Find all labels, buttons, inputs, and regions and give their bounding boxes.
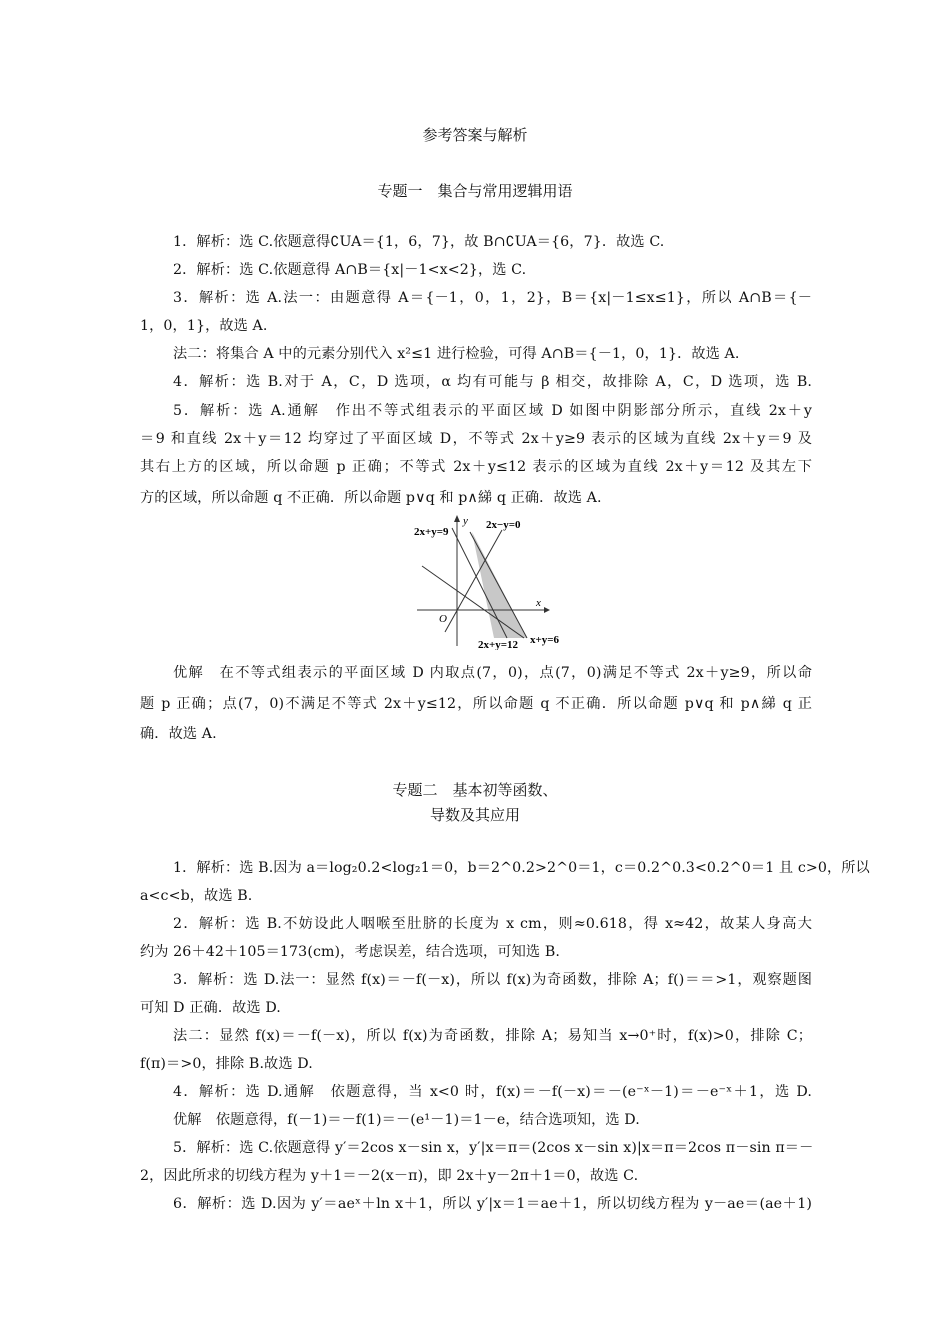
answer-2-1: 1．解析：选 B.因为 a＝log₂0.2<log₂1＝0，b＝2^0.2>2^0＝1，c＝0.2^0.3<0.2^0＝1 且 c>0，所以 (173, 860, 870, 876)
answer-1-5-better: 优解 在不等式组表示的平面区域 D 内取点(7，0)，点(7，0)满足不等式 2x＋y≥9，所以命 (173, 665, 812, 681)
answer-2-3-method2-cont: f(π)＝>0，排除 B.故选 D. (140, 1056, 313, 1072)
answer-1-5-better-cont-1: 题 p 正确；点(7，0)不满足不等式 2x＋y≤12，所以命题 q 不正确．所以命题 p∨q 和 p∧綈 q 正 (140, 696, 812, 712)
answer-2-3-method2: 法二：显然 f(x)＝－f(－x)，所以 f(x)为奇函数，排除 A；易知当 x→0⁺时，f(x)>0，排除 C； (173, 1028, 812, 1044)
section-2-title-line-2: 导数及其应用 (429, 806, 520, 824)
answer-2-5-cont: 2，因此所求的切线方程为 y＋1＝－2(x－π)，即 2x＋y－2π＋1＝0，故选 C. (140, 1168, 639, 1184)
answer-1-4: 4．解析：选 B.对于 A，C，D 选项，α 均有可能与 β 相交，故排除 A，C，D 选项，选 B. (173, 374, 812, 390)
label-x-axis: x (536, 597, 541, 609)
answer-1-3: 3．解析：选 A.法一：由题意得 A＝{－1，0，1，2}，B＝{x|－1≤x≤1}，所以 A∩B＝{－ (173, 290, 812, 306)
answer-1-5: 5．解析：选 A.通解 作出不等式组表示的平面区域 D 如图中阴影部分所示，直线 2x＋y (173, 403, 812, 419)
answer-2-3: 3．解析：选 D.法一：显然 f(x)＝－f(－x)，所以 f(x)为奇函数，排除 A；f()＝＝>1，观察题图 (173, 972, 812, 988)
answer-2-4: 4．解析：选 D.通解 依题意得，当 x<0 时，f(x)＝－f(－x)＝－(e⁻ˣ－1)＝－e⁻ˣ＋1，选 D. (173, 1084, 812, 1100)
answer-1-5-cont-2: 其右上方的区域，所以命题 p 正确；不等式 2x＋y≤12 表示的区域为直线 2x＋y＝12 及其左下 (140, 459, 812, 475)
answer-2-3-cont: 可知 D 正确．故选 D. (140, 1000, 281, 1016)
label-y-axis: y (463, 515, 468, 527)
label-x-plus-y-6: x+y=6 (530, 634, 560, 646)
answer-1-3-method2: 法二：将集合 A 中的元素分别代入 x²≤1 进行检验，可得 A∩B＝{－1，0，1}．故选 A. (173, 346, 740, 362)
answer-1-5-cont-3: 方的区域，所以命题 q 不正确．所以命题 p∨q 和 p∧綈 q 正确．故选 A. (140, 490, 602, 506)
label-2x-minus-y-0: 2x−y=0 (486, 519, 521, 531)
line-x-plus-y-6 (422, 566, 524, 638)
answer-1-5-better-cont-2: 确．故选 A. (140, 726, 217, 742)
answer-1-2: 2．解析：选 C.依题意得 A∩B＝{x|－1<x<2}，选 C. (173, 262, 527, 278)
answer-2-6: 6．解析：选 D.因为 y′＝aeˣ＋ln x＋1，所以 y′|x＝1＝ae＋1，所以切线方程为 y－ae＝(ae＋1) (173, 1196, 812, 1212)
feasible-region-figure (412, 510, 572, 650)
answer-2-2: 2．解析：选 B.不妨设此人咽喉至肚脐的长度为 x cm，则≈0.618，得 x≈42，故某人身高大 (173, 916, 812, 932)
answer-1-3-cont: 1，0，1}，故选 A. (140, 318, 268, 334)
y-axis-arrow (454, 515, 460, 522)
section-2-title-line-1: 专题二 基本初等函数、 (392, 781, 558, 799)
label-origin: O (439, 613, 447, 625)
line-2x-plus-y-12 (452, 528, 507, 638)
x-axis-arrow (544, 607, 550, 613)
answer-2-1-cont: a<c<b，故选 B. (140, 888, 253, 904)
label-2x-plus-y-12: 2x+y=12 (478, 639, 519, 650)
section-1-title: 专题一 集合与常用逻辑用语 (377, 182, 573, 200)
answer-1-1: 1．解析：选 C.依题意得∁UA＝{1，6，7}，故 B∩∁UA＝{6，7}．故选 C. (173, 234, 665, 250)
answer-2-5: 5．解析：选 C.依题意得 y′＝2cos x－sin x，y′|x＝π＝(2cos x－sin x)|x＝π＝2cos π－sin π＝－ (173, 1140, 814, 1156)
answer-2-2-cont: 约为 26＋42＋105＝173(cm)，考虑误差，结合选项，可知选 B. (140, 944, 560, 960)
answer-2-4-better: 优解 依题意得，f(－1)＝－f(1)＝－(e¹－1)＝1－e，结合选项知，选 D. (173, 1112, 640, 1128)
page-heading: 参考答案与解析 (422, 126, 528, 144)
answer-1-5-cont-1: ＝9 和直线 2x＋y＝12 均穿过了平面区域 D，不等式 2x＋y≥9 表示的区域为直线 2x＋y＝9 及 (140, 431, 812, 447)
label-2x-plus-y-9: 2x+y=9 (414, 526, 449, 538)
